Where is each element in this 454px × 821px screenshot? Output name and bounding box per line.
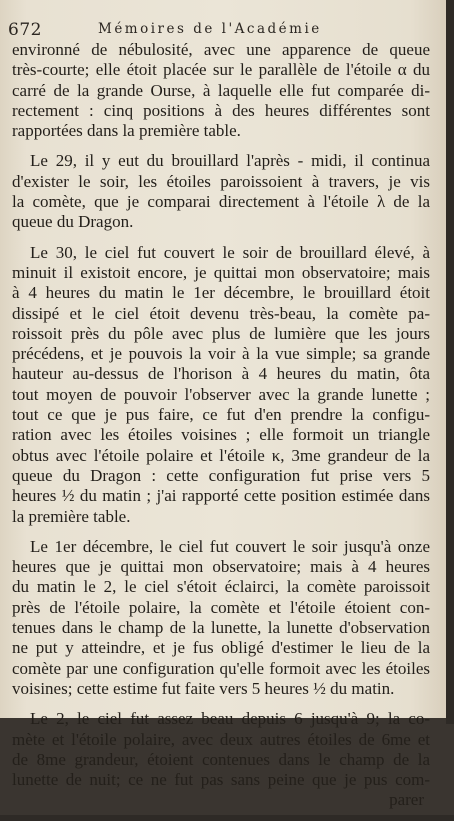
text-line: Le 1er décembre, le ciel fut couvert le soir jusqu'à onze [30, 536, 430, 556]
page-edge-shadow [446, 0, 454, 724]
text-line: la comète, que je comparai directement à l'étoile λ de la [12, 192, 430, 212]
text-line: queue du Dragon : cette configuration fut prise vers 5 [12, 465, 430, 485]
text-line: dissipé et le ciel étoit devenu très-beau, la comète pa- [12, 303, 430, 323]
text-line: rectement : cinq positions à des heures différentes sont [12, 100, 430, 120]
text-line: à 4 heures du matin le 1er décembre, le brouillard étoit [12, 283, 430, 303]
paragraph [12, 537, 430, 699]
text-line: d'exister le soir, les étoiles paroissoient à travers, je vis [12, 171, 430, 191]
text-line: carré de la grande Ourse, à laquelle elle fut comparée di- [12, 80, 430, 100]
page-body [12, 40, 430, 821]
text-line: heures ½ du matin ; j'ai rapporté cette position estimée dans [12, 486, 430, 506]
text-line: Le 29, il y eut du brouillard l'après - midi, il continua [30, 151, 430, 171]
text-line: environné de nébulosité, avec une apparence de queue [12, 40, 430, 59]
text-line: hauteur au-dessus de l'horison à 4 heures du matin, ôta [12, 364, 430, 384]
paragraph [12, 709, 430, 810]
text-line: tout ce que je pus faire, ce fut d'en prendre la configu- [12, 405, 430, 425]
text-line: tenues dans le champ de la lunette, la lunette d'observation [12, 618, 430, 638]
catchword: parer [389, 790, 424, 810]
text-line: tout moyen de pouvoir l'observer avec la grande lunette ; [12, 384, 430, 404]
text-line: très-courte; elle étoit placée sur le parallèle de l'étoile α du [12, 60, 430, 80]
paragraph [12, 151, 430, 232]
text-line: Le 30, le ciel fut couvert le soir de brouillard élevé, à [30, 242, 430, 262]
text-line: obtus avec l'étoile polaire et l'étoile κ, 3me grandeur de la [12, 445, 430, 465]
text-line: voisines; cette estime fut faite vers 5 heures ½ du matin. [12, 678, 395, 698]
running-head: Mémoires de l'Académie [98, 21, 322, 37]
text-line: près de l'étoile polaire, la comète et l'étoile étoient con- [12, 597, 430, 617]
page-header [8, 20, 428, 42]
text-line: ne put y atteindre, et je fus obligé d'estimer le lieu de la [12, 638, 430, 658]
text-line: minuit il existoit encore, je quittai mon observatoire; mais [12, 262, 430, 282]
text-line: rapportées dans la première table. [12, 121, 241, 141]
text-line: précédens, et je pouvois la voir à la vue simple; sa grande [12, 344, 430, 364]
text-line: mète et l'étoile polaire, avec deux autres étoiles de 6me et [12, 729, 430, 749]
page-number: 672 [8, 20, 42, 40]
text-line: roissoit près du pôle avec plus de lumière que les jours [12, 323, 430, 343]
text-line: queue du Dragon. [12, 212, 134, 232]
paragraph [12, 40, 430, 141]
text-line: du matin le 2, le ciel s'étoit éclairci, la comète paroissoit [12, 577, 430, 597]
text-line: heures que je quittai mon observatoire; mais à 4 heures [12, 557, 430, 577]
text-line: de 8me grandeur, étoient contenues dans le champ de la [12, 749, 430, 769]
text-line: la première table. [12, 506, 131, 526]
text-line: lunette de nuit; ce ne fut pas sans peine que je pus com- [12, 770, 430, 790]
text-line: Le 2, le ciel fut assez beau depuis 6 jusqu'à 9; la co- [30, 709, 430, 729]
text-line: comète par une configuration qu'elle formoit avec les étoiles [12, 658, 430, 678]
text-line: ration avec les étoiles voisines ; elle formoit un triangle [12, 425, 430, 445]
page-bottom-shadow [0, 815, 454, 821]
paragraph [12, 243, 430, 527]
